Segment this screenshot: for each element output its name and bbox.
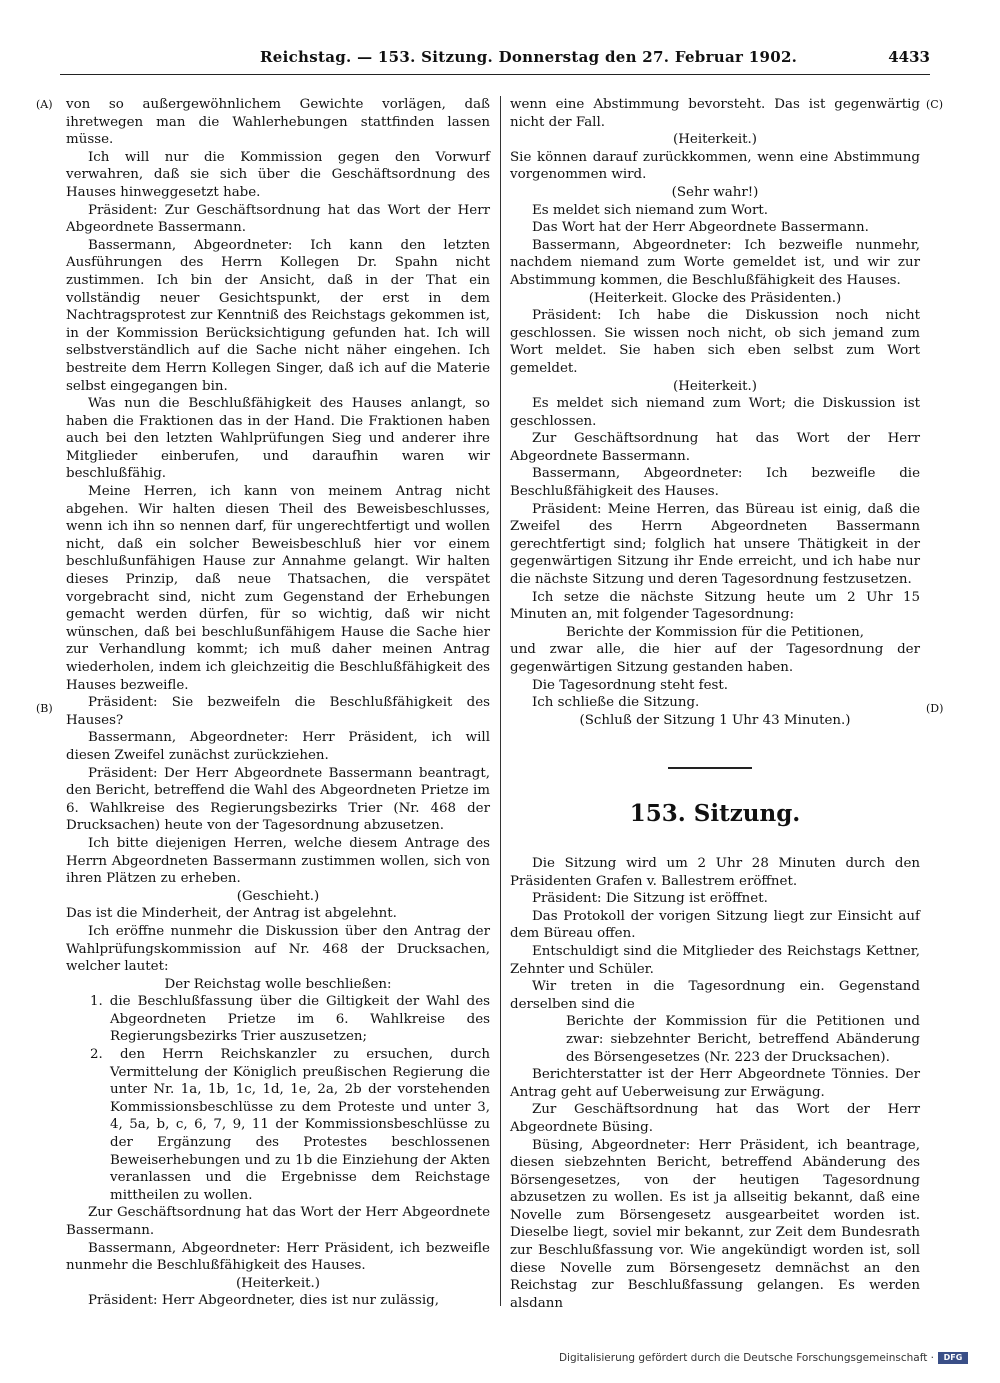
paragraph: Es meldet sich niemand zum Wort. xyxy=(532,202,769,218)
margin-marker-a: (A) xyxy=(36,98,53,111)
paragraph: Was nun die Beschlußfähigkeit des Hauses anlangt, so haben die Fraktionen das in der Hand. Die Fraktionen haben auch bei den letzten Wahlprüfungen Sieg und anderer ihre Mitglieder einberufen, und daraufhin waren wir beschlußfähig. xyxy=(66,396,490,482)
right-column xyxy=(510,96,920,729)
paragraph: Präsident: Die Sitzung ist eröffnet. xyxy=(532,891,768,907)
stage-direction: (Heiterkeit.) xyxy=(673,378,757,394)
paragraph: und zwar alle, die hier auf der Tagesordnung der gegenwärtigen Sitzung gestanden haben. xyxy=(510,642,920,675)
paragraph: Sie können darauf zurückkommen, wenn eine Abstimmung vorgenommen wird. xyxy=(510,149,920,183)
digitization-footer xyxy=(559,1352,968,1364)
column-divider xyxy=(500,96,501,1306)
header-title: Reichstag. — 153. Sitzung. Donnerstag den 27. Februar 1902. xyxy=(260,48,798,66)
paragraph: Entschuldigt sind die Mitglieder des Reichstags Kettner, Zehnter und Schüler. xyxy=(510,943,920,977)
page-number: 4433 xyxy=(888,48,930,66)
paragraph: Präsident: Herr Abgeordneter, dies ist nur zulässig, xyxy=(88,1293,439,1309)
stage-direction: (Sehr wahr!) xyxy=(671,184,759,200)
paragraph: Ich eröffne nunmehr die Diskussion über den Antrag der Wahlprüfungskommission auf Nr. 468 der Drucksachen, welcher lautet: xyxy=(66,923,490,975)
paragraph: Ich setze die nächste Sitzung heute um 2 Uhr 15 Minuten an, mit folgender Tagesordnung: xyxy=(510,589,920,623)
margin-marker-c: (C) xyxy=(926,98,943,111)
paragraph: Berichterstatter ist der Herr Abgeordnete Tönnies. Der Antrag geht auf Ueberweisung zur Erwägung. xyxy=(510,1067,920,1100)
motion-heading: Der Reichstag wolle beschließen: xyxy=(164,976,392,992)
paragraph: Ich schließe die Sitzung. xyxy=(532,695,700,711)
paragraph: Büsing, Abgeordneter: Herr Präsident, ich beantrage, diesen siebzehnten Bericht, betreffend Abänderung des Börsengesetzes, von der heutigen Tagesordnung abzusetzen zu wollen. Es ist ja allseitig bekannt, daß eine Novelle zum Börsengesetz ausgearbeitet worden ist. Dieselbe liegt, soviel mir bekannt, zur Zeit dem Bundesrath zur Beschlußfassung vor. Wie angekündigt worden ist, soll diese Novelle zum Börsengesetz demnächst an den Reichstag zur Beschlußfassung gelangen. Es werden alsdann xyxy=(510,1137,920,1311)
section-title: 153. Sitzung. xyxy=(629,800,801,827)
paragraph: Ich bitte diejenigen Herren, welche diesem Antrage des Herrn Abgeordneten Bassermann zustimmen wollen, sich von ihren Plätzen zu erheben. xyxy=(66,835,490,887)
agenda-item: Berichte der Kommission für die Petitionen und zwar: siebzehnter Bericht, betreffend Abänderung des Börsengesetzes (Nr. 223 der Drucksachen). xyxy=(566,1014,920,1065)
stage-direction: (Geschieht.) xyxy=(236,888,320,904)
section-body xyxy=(510,855,920,1312)
header-rule xyxy=(60,74,930,75)
paragraph: Das Wort hat der Herr Abgeordnete Bassermann. xyxy=(532,220,869,236)
paragraph: Bassermann, Abgeordneter: Ich bezweifle die Beschlußfähigkeit des Hauses. xyxy=(510,466,920,500)
paragraph: Zur Geschäftsordnung hat das Wort der Herr Abgeordnete Bassermann. xyxy=(510,431,920,464)
paragraph: Wir treten in die Tagesordnung ein. Gegenstand derselben sind die xyxy=(510,979,920,1012)
paragraph: Zur Geschäftsordnung hat das Wort der Herr Abgeordnete Büsing. xyxy=(510,1102,920,1135)
list-item: 1. die Beschlußfassung über die Giltigkeit der Wahl des Abgeordneten Prietze im 6. Wahlkreise des Regierungsbezirks Trier auszusetzen; xyxy=(90,994,490,1045)
paragraph: Meine Herren, ich kann von meinem Antrag nicht abgehen. Wir halten diesen Theil des Beweisbeschlusses, wenn ich ihn so nennen darf, für ungerechtfertigt und wollen nicht, daß ein solcher Beweisbeschluß hier vor einem beschlußunfähigen Hause zur Annahme gelangt. Wir halten dieses Prinzip, daß neue Thatsachen, die verspätet vorgebracht sind, nicht zum Gegenstand der Erhebungen gemacht werden dürfen, für so wichtig, daß wir nicht wünschen, daß bei beschlußunfähigem Hause die Sache hier zur Verhandlung kommt; ich muß daher meinen Antrag wiederholen, indem ich gleichzeitig die Beschlußfähigkeit des Hauses bezweifle. xyxy=(66,484,490,693)
paragraph: Bassermann, Abgeordneter: Ich bezweifle nunmehr, nachdem niemand zum Worte gemeldet ist, und wir zur Abstimmung kommen, die Beschlußfähigkeit des Hauses. xyxy=(510,237,920,288)
paragraph: Bassermann, Abgeordneter: Herr Präsident, ich will diesen Zweifel zunächst zurückziehen. xyxy=(66,730,490,763)
footer-text: Digitalisierung gefördert durch die Deutsche Forschungsgemeinschaft · xyxy=(558,1352,934,1364)
paragraph: Ich will nur die Kommission gegen den Vorwurf verwahren, daß sie sich über die Geschäftsordnung des Hauses hinweggesetzt habe. xyxy=(66,149,490,200)
paragraph: Präsident: Sie bezweifeln die Beschlußfähigkeit des Hauses? xyxy=(66,695,490,728)
list-item: 2. den Herrn Reichskanzler zu ersuchen, durch Vermittelung der Königlich preußischen Regierung die unter Nr. 1a, 1b, 1c, 1d, 1e, 2a, 2b der vorstehenden Kommissionsbeschlüsse zu dem Proteste und unter 3, 4, 5a, b, c, 6, 7, 9, 11 der Kommissionsbeschlüsse zu der Ergänzung des Protestes beschlossenen Beweiserhebungen und zu 1b die Einziehung der Akten veranlassen und die Ergebnisse dem Reichstage mittheilen zu wollen. xyxy=(90,1047,490,1203)
paragraph: Das ist die Minderheit, der Antrag ist abgelehnt. xyxy=(66,906,397,922)
paragraph: von so außergewöhnlichem Gewichte vorlägen, daß ihretwegen man die Wahlerhebungen stattfinden lassen müsse. xyxy=(66,97,490,148)
section-rule xyxy=(668,767,752,769)
stage-direction: (Heiterkeit. Glocke des Präsidenten.) xyxy=(588,290,842,306)
margin-marker-d: (D) xyxy=(926,702,944,715)
paragraph: Präsident: Der Herr Abgeordnete Bassermann beantragt, den Bericht, betreffend die Wahl des Abgeordneten Prietze im 6. Wahlkreise des Regierungsbezirks Trier (Nr. 468 der Drucksachen) heute von der Tagesordnung abzusetzen. xyxy=(66,765,490,834)
paragraph: Präsident: Ich habe die Diskussion noch nicht geschlossen. Sie wissen noch nicht, ob sich jemand zum Wort meldet. Sie haben sich eben selbst zum Wort gemeldet. xyxy=(510,308,920,376)
paragraph: Es meldet sich niemand zum Wort; die Diskussion ist geschlossen. xyxy=(510,396,920,429)
paragraph: Zur Geschäftsordnung hat das Wort der Herr Abgeordnete Bassermann. xyxy=(66,1205,490,1238)
paragraph: Bassermann, Abgeordneter: Herr Präsident, ich bezweifle nunmehr die Beschlußfähigkeit des Hauses. xyxy=(66,1240,490,1274)
paragraph: Die Tagesordnung steht fest. xyxy=(532,677,729,693)
stage-direction: (Schluß der Sitzung 1 Uhr 43 Minuten.) xyxy=(579,712,851,728)
paragraph: wenn eine Abstimmung bevorsteht. Das ist gegenwärtig nicht der Fall. xyxy=(510,97,920,130)
paragraph: Präsident: Zur Geschäftsordnung hat das Wort der Herr Abgeordnete Bassermann. xyxy=(66,202,490,236)
dfg-logo-icon: DFG xyxy=(938,1352,968,1364)
margin-marker-b: (B) xyxy=(36,702,53,715)
paragraph: Das Protokoll der vorigen Sitzung liegt zur Einsicht auf dem Büreau offen. xyxy=(510,908,920,942)
agenda-item: Berichte der Kommission für die Petitionen, xyxy=(565,624,865,640)
paragraph: Präsident: Meine Herren, das Büreau ist einig, daß die Zweifel des Herrn Abgeordneten Bassermann gerechtfertigt sind; folglich hat unsere Thätigkeit in der gegenwärtigen Sitzung ihr Ende erreicht, und ich habe nur die nächste Sitzung und deren Tagesordnung festzusetzen. xyxy=(510,501,920,588)
paragraph: Die Sitzung wird um 2 Uhr 28 Minuten durch den Präsidenten Grafen v. Ballestrem eröffnet. xyxy=(510,856,920,889)
paragraph: Bassermann, Abgeordneter: Ich kann den letzten Ausführungen des Herrn Kollegen Dr. Spahn nicht zustimmen. Ich bin der Ansicht, daß in der That ein vollständig neuer Gesichtspunkt, der erst in dem Nachtragsprotest zur Kenntniß des Reichstags gekommen ist, in der Kommission Berücksichtigung gefunden hat. Ich will selbstverständlich auf die Sache nicht näher eingehen. Ich bestreite dem Herrn Kollegen Singer, daß ich auf die Materie selbst eingegangen bin. xyxy=(66,237,490,394)
left-column xyxy=(66,96,490,1310)
stage-direction: (Heiterkeit.) xyxy=(673,132,757,148)
stage-direction: (Heiterkeit.) xyxy=(236,1275,320,1291)
page-header xyxy=(60,48,930,70)
